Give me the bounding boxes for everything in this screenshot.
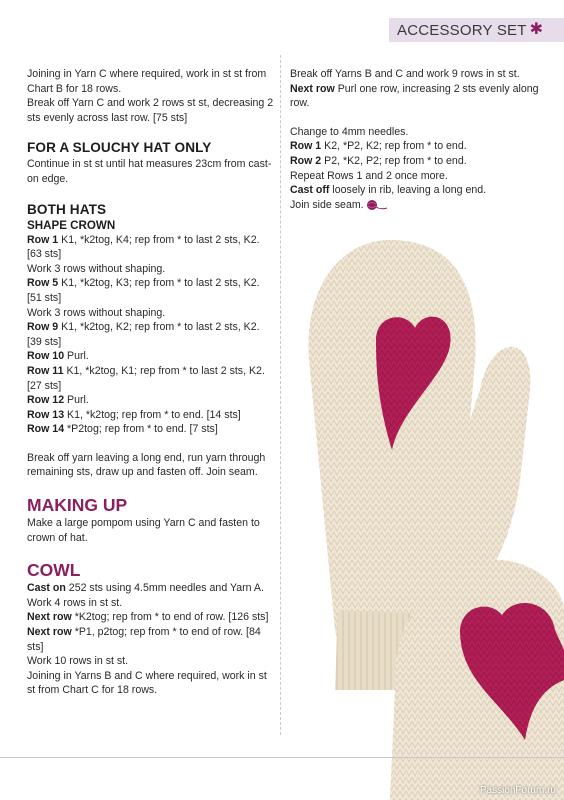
instruction-row bbox=[290, 154, 540, 169]
cowl-heading: COWL bbox=[27, 560, 81, 581]
left-column bbox=[27, 67, 277, 698]
row-text: *P2tog; rep from * to end. [7 sts] bbox=[64, 423, 218, 436]
row-text: Work 4 rows in st st. bbox=[27, 596, 123, 609]
row-text: P2, *K2, P2; rep from * to end. bbox=[321, 154, 467, 167]
row-text: *K2tog; rep from * to end of row. [126 sts] bbox=[71, 611, 269, 624]
mittens-photo bbox=[280, 210, 564, 800]
row-text: K1, *k2tog, K4; rep from * to last 2 sts, K2. [63 sts] bbox=[27, 233, 260, 261]
row-text: Joining in Yarns B and C where required, work in st st from Chart C for 18 rows. bbox=[27, 669, 267, 697]
row-text: Work 10 rows in st st. bbox=[27, 655, 129, 668]
instruction-row bbox=[27, 422, 277, 437]
hat-finish-text: Break off yarn leaving a long end, run yarn through remaining sts, draw up and fasten off. Join seam. bbox=[27, 451, 266, 479]
row-text: loosely in rib, leaving a long end. bbox=[329, 184, 487, 197]
instruction-row bbox=[27, 581, 277, 596]
right-column bbox=[290, 67, 540, 212]
row-text: Work 3 rows without shaping. bbox=[27, 262, 166, 275]
row-text: K1, *k2tog, K2; rep from * to last 2 sts, K2. [39 sts] bbox=[27, 321, 260, 348]
row-label: Row 13 bbox=[27, 408, 65, 421]
row-text: Change to 4mm needles. bbox=[290, 125, 409, 138]
row-label: Row 10 bbox=[27, 350, 65, 363]
row-text: 252 sts using 4.5mm needles and Yarn A. bbox=[65, 582, 264, 595]
instruction-row bbox=[27, 233, 277, 262]
intro-para-1: Joining in Yarn C where required, work in st st from Chart B for 18 rows. bbox=[27, 68, 267, 95]
row-text: Purl one row, increasing 2 sts evenly along row. bbox=[290, 82, 539, 110]
instruction-row bbox=[27, 364, 277, 393]
section-title: ACCESSORY SET bbox=[397, 21, 527, 39]
instruction-row bbox=[27, 408, 277, 423]
row-text: Join side seam. bbox=[290, 198, 364, 211]
instruction-row bbox=[27, 654, 277, 669]
instruction-row bbox=[27, 320, 277, 349]
row-label: Row 12 bbox=[27, 394, 65, 407]
row-text: Purl. bbox=[64, 350, 89, 363]
instruction-row bbox=[27, 625, 277, 654]
watermark: PassionForum.ru bbox=[479, 785, 556, 796]
instruction-row bbox=[290, 169, 540, 184]
row-text: K1, *k2tog, K3; rep from * to last 2 sts, K2. [51 sts] bbox=[27, 277, 260, 304]
instruction-row bbox=[27, 393, 277, 408]
row-label: Row 5 bbox=[27, 277, 59, 290]
row-label: Next row bbox=[27, 626, 72, 639]
shape-crown-subheading: SHAPE CROWN bbox=[27, 218, 116, 232]
instruction-row bbox=[290, 125, 540, 140]
row-label: Row 11 bbox=[27, 364, 64, 377]
making-up-heading: MAKING UP bbox=[27, 495, 128, 516]
making-up-text: Make a large pompom using Yarn C and fasten to crown of hat. bbox=[27, 517, 260, 544]
row-text: *P1, p2tog; rep from * to end of row. [84 sts] bbox=[27, 626, 261, 653]
row-label: Row 2 bbox=[290, 154, 322, 167]
cuff-rows bbox=[290, 125, 540, 213]
section-header bbox=[389, 18, 564, 42]
instruction-row bbox=[27, 276, 277, 305]
row-label: Cast on bbox=[27, 582, 66, 595]
instruction-row bbox=[290, 183, 540, 198]
row-text: K1, *k2tog; rep from * to end. [14 sts] bbox=[64, 408, 241, 421]
slouchy-text: Continue in st st until hat measures 23cm from cast-on edge. bbox=[27, 158, 272, 185]
instruction-row bbox=[27, 669, 277, 698]
instruction-row bbox=[27, 262, 277, 277]
crown-rows bbox=[27, 233, 277, 437]
row-label: Row 1 bbox=[290, 140, 322, 153]
instruction-row bbox=[27, 596, 277, 611]
instruction-row bbox=[27, 349, 277, 364]
row-label: Cast off bbox=[290, 184, 330, 197]
cowl-rows bbox=[27, 581, 277, 698]
instruction-row bbox=[27, 306, 277, 321]
row-text: Purl. bbox=[64, 394, 89, 407]
row-label: Next row bbox=[27, 611, 72, 624]
row-label: Row 1 bbox=[27, 233, 59, 246]
flower-icon: ✱ bbox=[529, 21, 543, 38]
row-text: Work 3 rows without shaping. bbox=[27, 306, 166, 319]
row-label: Row 14 bbox=[27, 423, 65, 436]
row-text: K2, *P2, K2; rep from * to end. bbox=[321, 140, 467, 153]
footer-rule bbox=[0, 757, 564, 758]
right-para-1: Break off Yarns B and C and work 9 rows in st st. bbox=[290, 68, 520, 80]
slouchy-heading: FOR A SLOUCHY HAT ONLY bbox=[27, 140, 212, 156]
intro-para-2: Break off Yarn C and work 2 rows st st, decreasing 2 sts evenly across last row. [75 sts] bbox=[27, 97, 274, 124]
row-label: Row 9 bbox=[27, 321, 59, 334]
row-text: K1, *k2tog, K1; rep from * to last 2 sts, K2. [27 sts] bbox=[27, 364, 265, 392]
right-para-2 bbox=[290, 82, 540, 111]
instruction-row bbox=[290, 139, 540, 154]
both-hats-heading: BOTH HATS bbox=[27, 201, 107, 217]
row-label: Next row bbox=[290, 82, 335, 95]
row-text: Repeat Rows 1 and 2 once more. bbox=[290, 169, 448, 182]
instruction-row bbox=[27, 610, 277, 625]
